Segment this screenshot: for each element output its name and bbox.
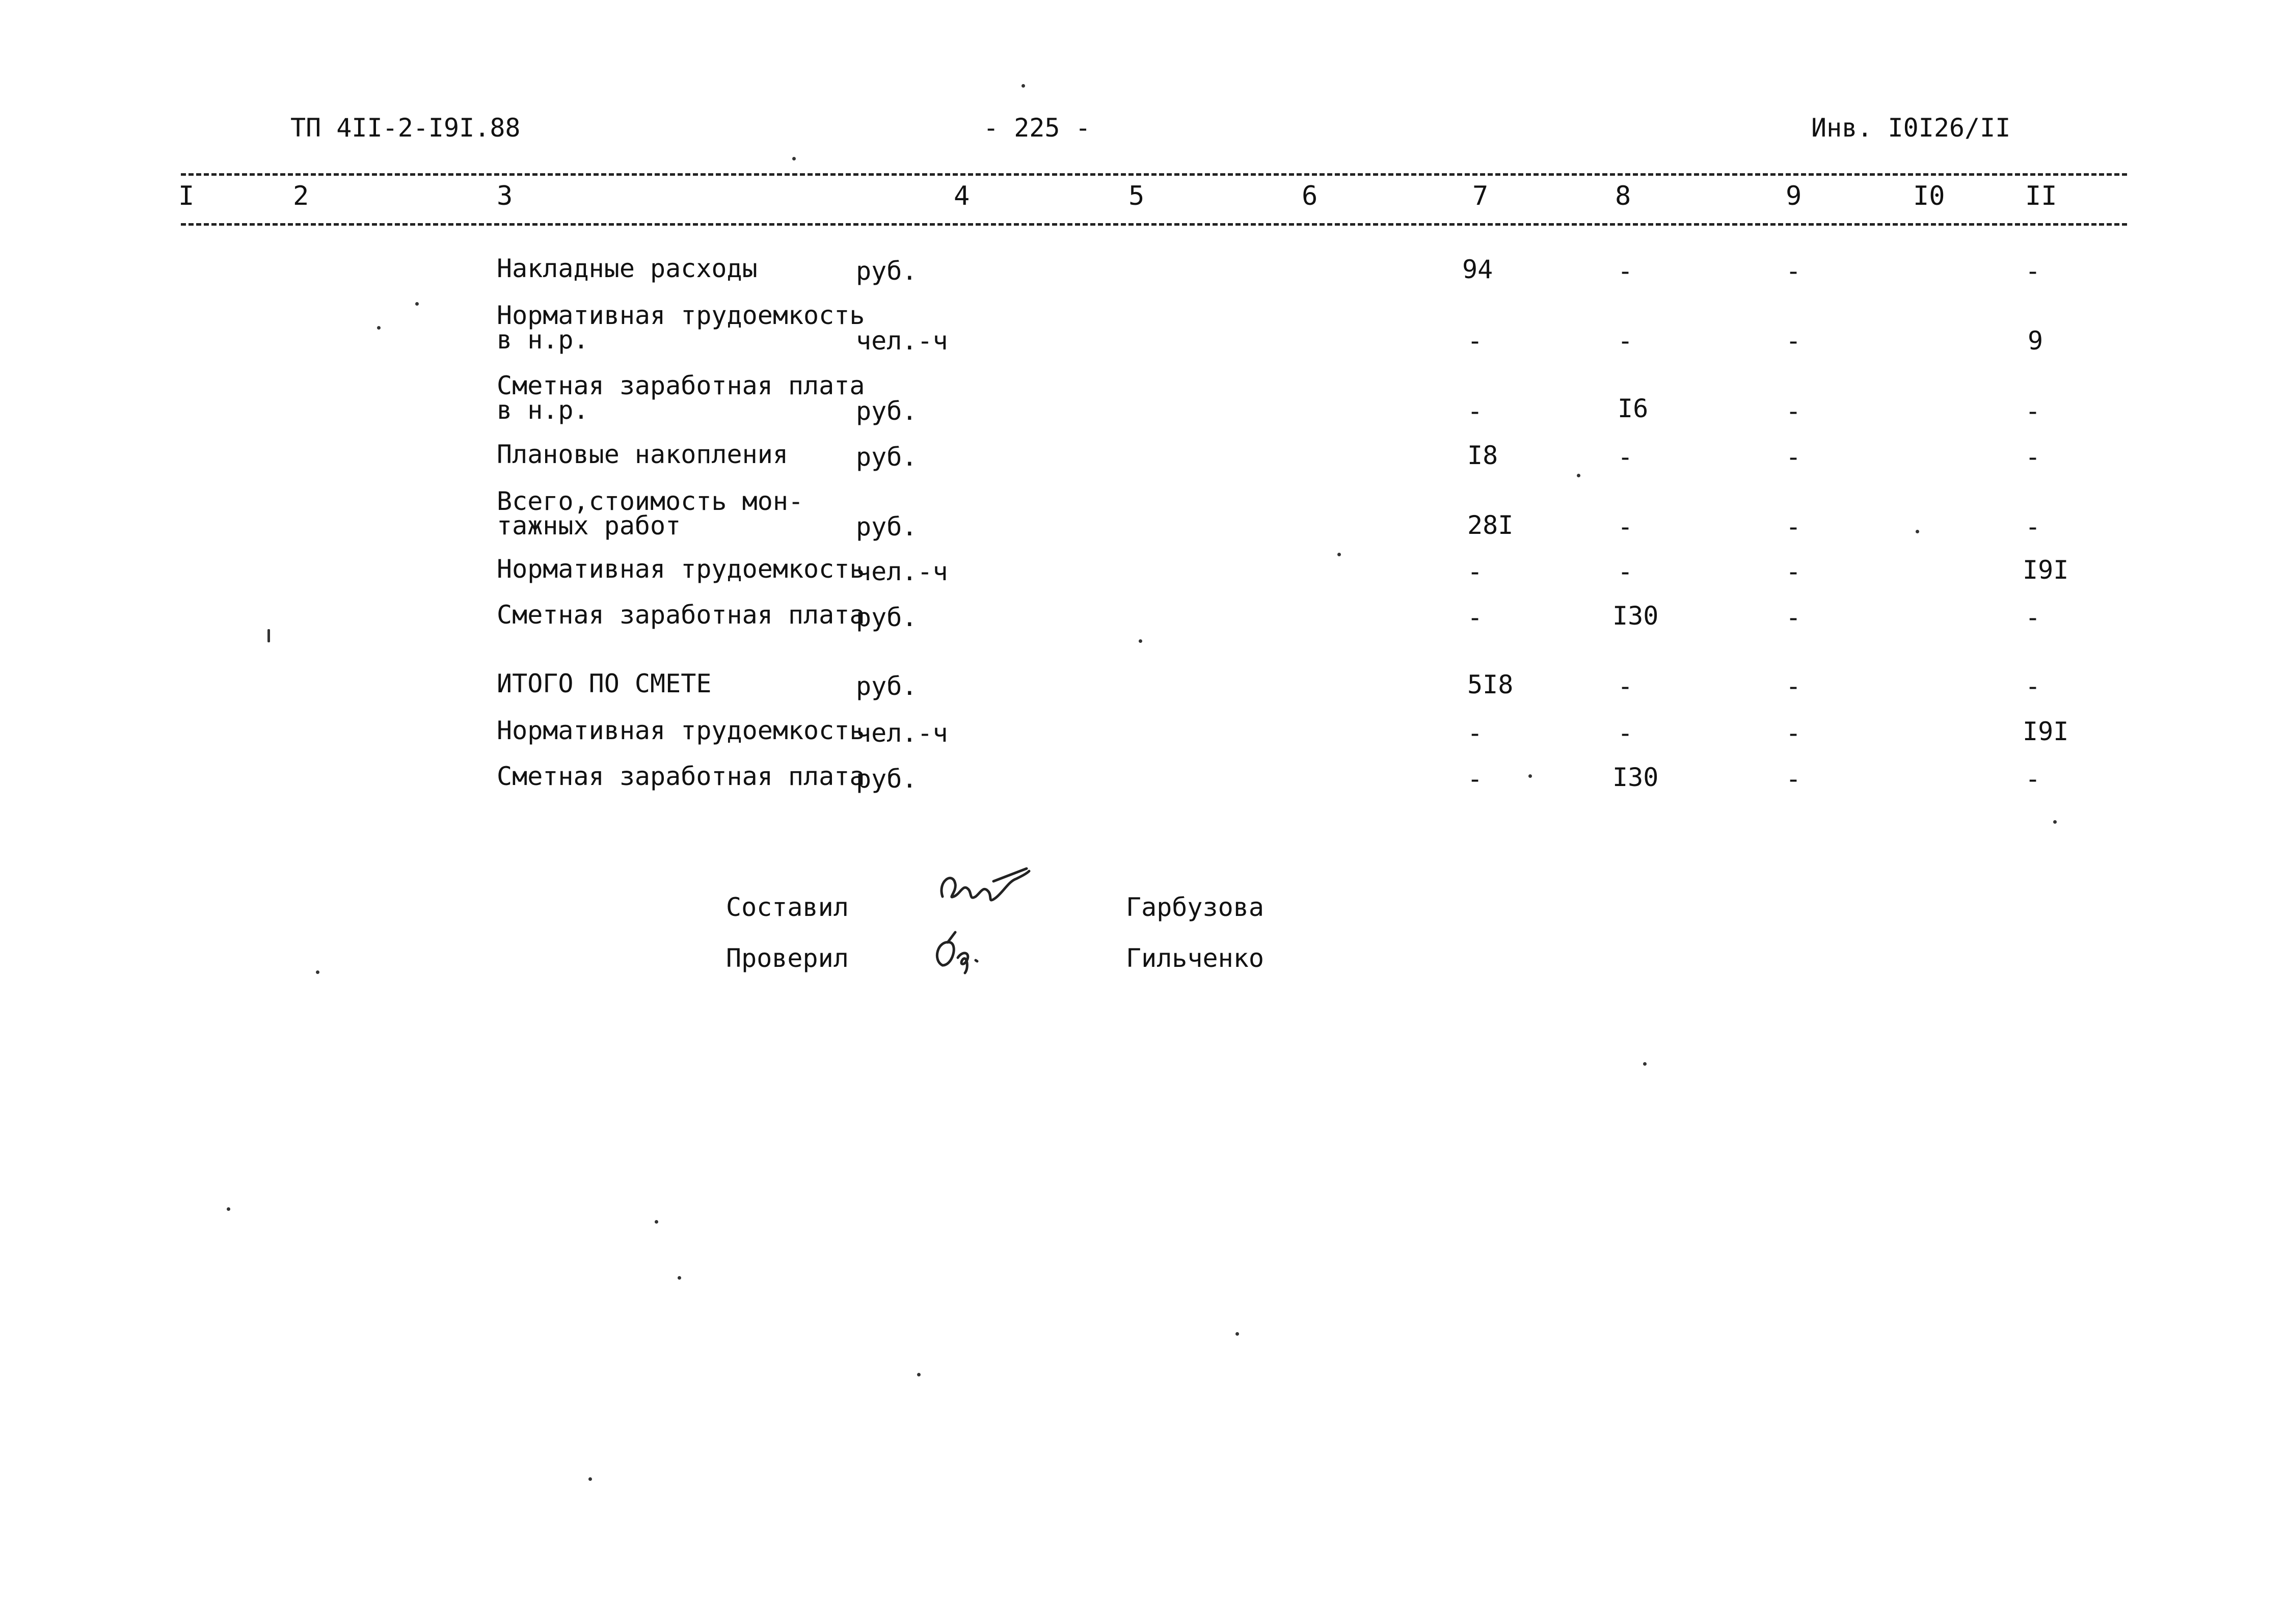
column-number: I	[178, 181, 195, 211]
cell-col11: -	[2025, 512, 2041, 542]
cell-col9: -	[1786, 326, 1801, 356]
scan-speck	[678, 1276, 681, 1280]
cell-col8: -	[1618, 512, 1633, 542]
cell-col9: -	[1786, 764, 1801, 794]
scan-speck	[2053, 820, 2057, 824]
row-label: Сметная заработная плата	[497, 600, 865, 630]
row-label: Всего,стоимость мон- тажных работ	[497, 486, 804, 540]
scan-speck	[1528, 774, 1532, 778]
scan-speck	[377, 326, 381, 330]
scan-speck	[1337, 553, 1341, 556]
row-unit: руб.	[856, 396, 918, 426]
row-label: ИТОГО ПО СМЕТЕ	[497, 669, 712, 698]
column-number: 5	[1128, 181, 1145, 211]
cell-col11: -	[2025, 671, 2041, 701]
cell-col8: -	[1618, 326, 1633, 356]
scan-speck	[1021, 84, 1025, 88]
scan-speck	[588, 1477, 592, 1481]
column-number: 4	[954, 181, 970, 211]
row-label: Накладные расходы	[497, 254, 758, 283]
document-code: ТП 4II-2-I9I.88	[290, 113, 521, 143]
cell-col11: -	[2025, 256, 2041, 286]
cell-col7: I8	[1467, 441, 1498, 470]
row-unit: чел.-ч	[856, 557, 948, 586]
column-number: 9	[1786, 181, 1802, 211]
row-unit: руб.	[856, 442, 918, 472]
column-number: 8	[1615, 181, 1631, 211]
cell-col8: I30	[1612, 763, 1659, 792]
cell-col9: -	[1786, 671, 1801, 701]
cell-col8: -	[1618, 256, 1633, 286]
cell-col7: -	[1467, 557, 1483, 586]
cell-col9: -	[1786, 512, 1801, 542]
cell-col9: -	[1786, 442, 1801, 472]
row-label: Сметная заработная плата в н.р.	[497, 371, 865, 425]
row-unit: руб.	[856, 512, 918, 542]
compiled-by-name: Гарбузова	[1126, 892, 1264, 922]
compiled-by-label: Составил	[726, 892, 849, 922]
cell-col7: -	[1467, 326, 1483, 356]
row-unit: чел.-ч	[856, 326, 948, 356]
cell-col9: -	[1786, 603, 1801, 632]
row-label: Нормативная трудоемкость	[497, 554, 865, 584]
cell-col9: -	[1786, 557, 1801, 586]
row-unit: руб.	[856, 603, 918, 632]
scan-speck	[655, 1220, 658, 1224]
cell-col11: -	[2025, 603, 2041, 632]
row-label: Плановые накопления	[497, 440, 788, 469]
cell-col8: I6	[1618, 394, 1649, 423]
cell-col7: -	[1467, 603, 1483, 632]
checked-by-name: Гильченко	[1126, 943, 1264, 973]
cell-col11: 9	[2028, 326, 2043, 356]
cell-col7: 5I8	[1467, 670, 1514, 699]
checked-by-label: Проверил	[726, 943, 849, 973]
column-number: 2	[293, 181, 309, 211]
column-number: 6	[1302, 181, 1318, 211]
cell-col9: -	[1786, 396, 1801, 426]
row-label: Сметная заработная плата	[497, 762, 865, 791]
scan-speck	[1577, 474, 1580, 477]
scan-speck	[227, 1207, 230, 1211]
cell-col7: 94	[1462, 255, 1493, 284]
scan-speck	[316, 970, 319, 974]
scan-speck	[1235, 1332, 1239, 1336]
cell-col8: -	[1618, 718, 1633, 748]
row-unit: руб.	[856, 256, 918, 286]
handwritten-signature-checker	[927, 930, 988, 976]
cell-col11: -	[2025, 442, 2041, 472]
table-header-bottom-rule	[181, 223, 2127, 226]
handwritten-signature-compiler	[932, 861, 1034, 917]
scan-speck	[792, 157, 796, 160]
cell-col8: -	[1618, 442, 1633, 472]
cell-col7: 28I	[1467, 510, 1514, 540]
scan-speck	[267, 629, 270, 642]
cell-col9: -	[1786, 718, 1801, 748]
cell-col8: -	[1618, 671, 1633, 701]
row-label: Нормативная трудоемкость	[497, 716, 865, 745]
table-header-top-rule	[181, 173, 2127, 176]
cell-col11: I9I	[2023, 717, 2069, 746]
cell-col7: -	[1467, 764, 1483, 794]
cell-col9: -	[1786, 256, 1801, 286]
column-number: 7	[1472, 181, 1489, 211]
cell-col8: I30	[1612, 601, 1659, 631]
column-number: 3	[497, 181, 513, 211]
cell-col11: -	[2025, 396, 2041, 426]
cell-col11: -	[2025, 764, 2041, 794]
column-number: I0	[1913, 181, 1945, 211]
cell-col11: I9I	[2023, 555, 2069, 585]
row-unit: чел.-ч	[856, 718, 948, 748]
scan-speck	[415, 302, 419, 306]
cell-col7: -	[1467, 396, 1483, 426]
scan-speck	[1916, 530, 1919, 533]
scan-speck	[1139, 639, 1142, 643]
cell-col7: -	[1467, 718, 1483, 748]
row-unit: руб.	[856, 671, 918, 701]
cell-col8: -	[1618, 557, 1633, 586]
column-number: II	[2025, 181, 2057, 211]
row-label: Нормативная трудоемкость в н.р.	[497, 301, 865, 355]
scan-speck	[1643, 1062, 1647, 1066]
inventory-number: Инв. I0I26/II	[1811, 113, 2011, 143]
scan-speck	[917, 1373, 921, 1376]
page-number: - 225 -	[983, 113, 1091, 143]
row-unit: руб.	[856, 764, 918, 794]
